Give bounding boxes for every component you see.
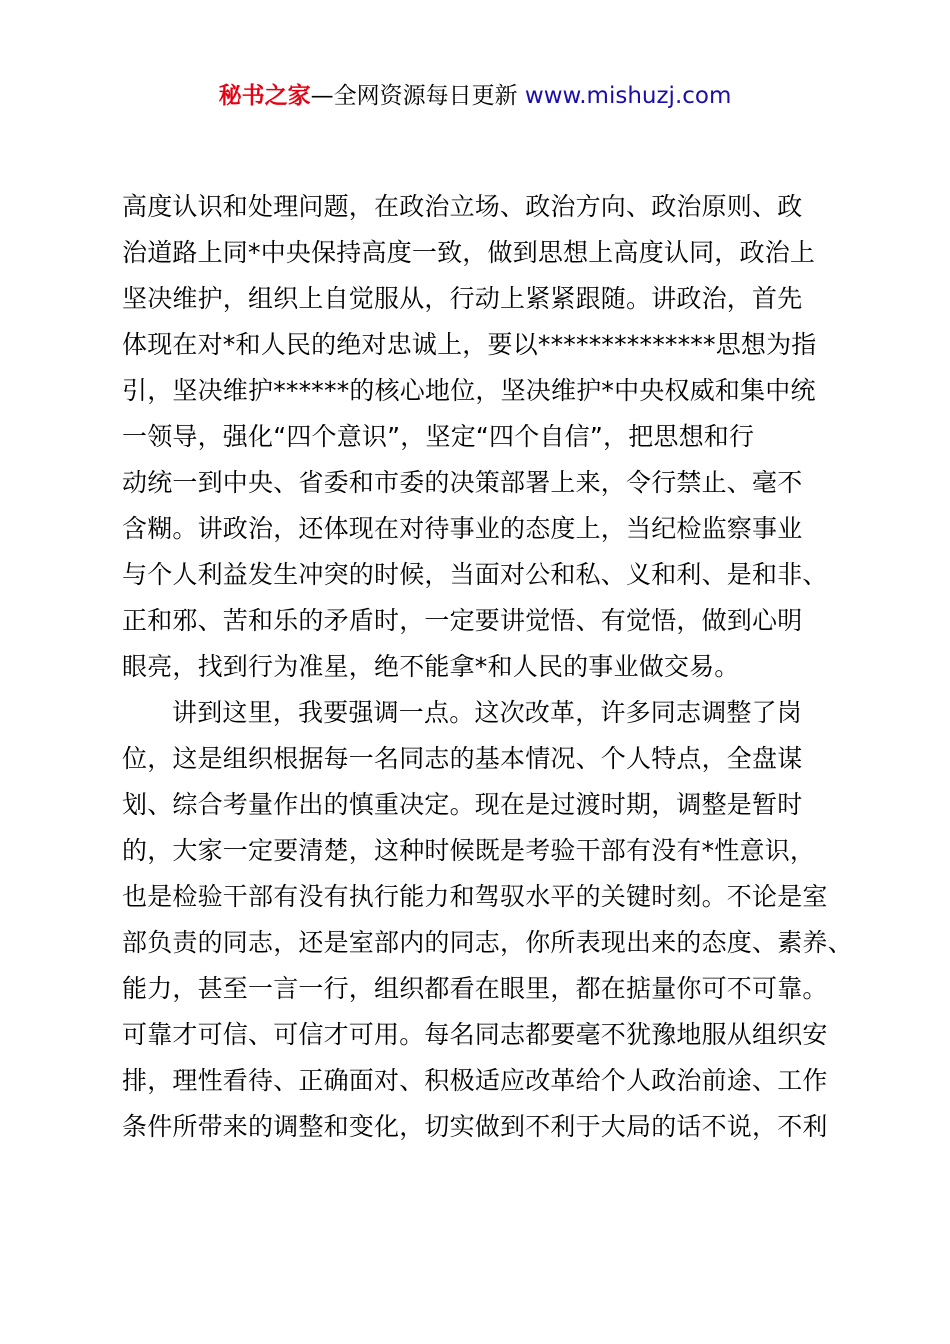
- text-line: 位，这是组织根据每一名同志的基本情况、个人特点，全盘谋: [122, 744, 803, 773]
- site-brand: 秘书之家: [218, 83, 311, 109]
- text-line: 能力，甚至一言一行，组织都看在眼里，都在掂量你可不可靠。: [122, 974, 828, 1003]
- text-line: 治道路上同*中央保持高度一致，做到思想上高度认同，政治上: [122, 238, 816, 267]
- text-line: 一领导，强化“四个意识”，坚定“四个自信”，把思想和行: [122, 422, 755, 451]
- paragraph-start-line: 讲到这里，我要强调一点。这次改革，许多同志调整了岗: [172, 698, 803, 727]
- text-line: 也是检验干部有没有执行能力和驾驭水平的关键时刻。不论是室: [122, 882, 828, 911]
- page-header: [0, 80, 950, 112]
- text-line: 划、综合考量作出的慎重决定。现在是过渡时期，调整是暂时: [122, 790, 803, 819]
- text-line: 动统一到中央、省委和市委的决策部署上来，令行禁止、毫不: [122, 468, 803, 497]
- text-line: 引，坚决维护******的核心地位，坚决维护*中央权威和集中统: [122, 376, 816, 405]
- site-tagline: —全网资源每日更新: [310, 83, 518, 109]
- text-line: 排，理性看待、正确面对、积极适应改革给个人政治前途、工作: [122, 1066, 828, 1095]
- document-body: [122, 184, 853, 1150]
- text-line: 体现在对*和人民的绝对忠诚上，要以**************思想为指: [122, 330, 817, 359]
- text-line: 条件所带来的调整和变化，切实做到不利于大局的话不说，不利: [122, 1112, 828, 1141]
- text-line: 坚决维护，组织上自觉服从，行动上紧紧跟随。讲政治，首先: [122, 284, 803, 313]
- text-line: 可靠才可信、可信才可用。每名同志都要毫不犹豫地服从组织安: [122, 1020, 828, 1049]
- text-line: 眼亮，找到行为准星，绝不能拿*和人民的事业做交易。: [122, 652, 740, 681]
- site-url[interactable]: www.mishuzj.com: [524, 83, 732, 109]
- text-line: 的，大家一定要清楚，这种时候既是考验干部有没有*性意识，: [122, 836, 816, 865]
- text-line: 含糊。讲政治，还体现在对待事业的态度上，当纪检监察事业: [122, 514, 803, 543]
- text-line: 正和邪、苦和乐的矛盾时，一定要讲觉悟、有觉悟，做到心明: [122, 606, 803, 635]
- text-line: 部负责的同志，还是室部内的同志，你所表现出来的态度、素养、: [122, 928, 853, 957]
- text-line: 与个人利益发生冲突的时候，当面对公和私、义和利、是和非、: [122, 560, 828, 589]
- text-line: 高度认识和处理问题，在政治立场、政治方向、政治原则、政: [122, 192, 803, 221]
